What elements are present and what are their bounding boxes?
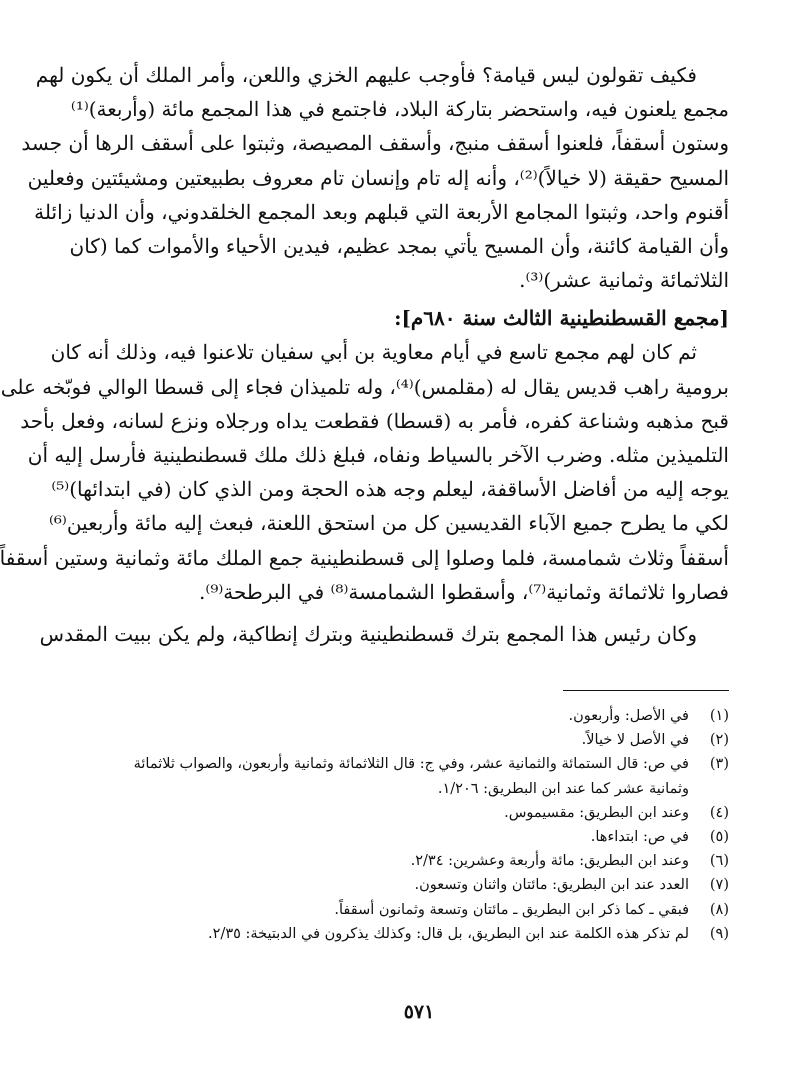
text-line: المسيح حقيقة (لا خيالاً)⁽²⁾، وأنه إله تام وإنسان تام معروف بطبيعتين ومشيئتين وفعلين	[27, 165, 729, 190]
footnote-number: (٣)	[709, 756, 729, 773]
footnote-line: في ص: قال الستمائة والثمانية عشر، وفي ج: قال الثلاثمائة وثمانية وأربعون، والصواب ثلاثمائة	[133, 756, 689, 773]
footnotes	[111, 704, 729, 946]
text-line: وكان رئيس هذا المجمع بترك قسطنطينية وبترك إنطاكية، ولم يكن ببيت المقدس	[39, 622, 697, 647]
footnote-number: (٤)	[709, 804, 729, 821]
footnote	[111, 849, 729, 873]
footnote-text: لم تذكر هذه الكلمة عند ابن البطريق، بل قال: وكذلك يذكرون في الدبتيخة: ٢/٣٥.	[208, 925, 689, 942]
footnote-text: فبقي ـ كما ذكر ابن البطريق ـ مائتان وتسعة وثمانون أسقفاً.	[334, 901, 689, 918]
main-text	[0, 58, 729, 651]
text-line: برومية راهب قديس يقال له (مقلمس)⁽⁴⁾، وله تلميذان فجاء إلى قسطا الوالي فوبّخه على	[0, 374, 729, 399]
footnote	[111, 752, 729, 800]
footnote-divider	[563, 690, 729, 691]
footnote-number: (٧)	[709, 877, 729, 894]
text-line: وأن القيامة كائنة، وأن المسيح يأتي بمجد عظيم، فيدين الأحياء والأموات كما (كان	[69, 234, 729, 259]
text-line: فصاروا ثلاثمائة وثمانية⁽⁷⁾، وأسقطوا الشمامسة⁽⁸⁾ في البرطحة⁽⁹⁾.	[199, 579, 729, 604]
footnote-line: وثمانية عشر كما عند ابن البطريق: ١/٢٠٦.	[437, 780, 689, 797]
paragraph-1	[21, 58, 729, 297]
footnote-number: (١)	[709, 708, 729, 724]
text-line: مجمع يلعنون فيه، واستحضر بتاركة البلاد، فاجتمع في هذا المجمع مائة (وأربعة)⁽¹⁾	[70, 97, 729, 122]
section-heading: [مجمع القسطنطينية الثالث سنة ٦٨٠م]:	[394, 306, 729, 331]
footnote	[111, 728, 729, 752]
footnote-number: (٦)	[709, 853, 729, 870]
paragraph-2	[0, 335, 729, 609]
text-line: قبح مذهبه وشناعة كفره، فأمر به (قسطا) فقطعت يداه ورجلاه ونزع لسانه، وفعل بأحد	[20, 408, 729, 433]
footnote-text: وعند ابن البطريق: مقسيموس.	[504, 804, 689, 821]
text-line: يوجه إليه من أفاضل الأساقفة، ليعلم وجه هذه الحجة ومن الذي كان (في ابتدائها)⁽⁵⁾	[51, 477, 729, 502]
footnote-number: (٨)	[709, 901, 729, 918]
footnote	[111, 704, 729, 728]
footnote	[111, 801, 729, 825]
text-line: أقنوم واحد، وثبتوا المجامع الأربعة التي قبلهم وبعد المجمع الخلقدوني، وأن الدنيا زائلة	[34, 199, 729, 224]
text-line: ثم كان لهم مجمع تاسع في أيام معاوية بن أبي سفيان تلاعنوا فيه، وذلك أنه كان	[50, 340, 697, 365]
footnote-text: العدد عند ابن البطريق: مائتان واثنان وتسعون.	[414, 877, 689, 894]
paragraph-3	[39, 617, 729, 651]
footnote-text: وعند ابن البطريق: مائة وأربعة وعشرين: ٢/٣٤.	[410, 853, 689, 870]
footnote	[111, 873, 729, 897]
footnote-text	[111, 752, 689, 800]
text-line: فكيف تقولون ليس قيامة؟ فأوجب عليهم الخزي واللعن، وأمر الملك أن يكون لهم	[35, 63, 697, 87]
footnote	[111, 922, 729, 946]
text-line: وستون أسقفاً، فلعنوا أسقف منبج، وأسقف المصيصة، وثبتوا على أسقف الرها أن جسد	[21, 131, 729, 156]
text-line: الثلاثمائة وثمانية عشر)⁽³⁾.	[519, 268, 729, 293]
footnote	[111, 825, 729, 849]
footnote-number: (٩)	[709, 925, 729, 942]
text-line: أسقفاً وثلاث شمامسة، فلما وصلوا إلى قسطنطينية جمع الملك مائة وثمانية وستين أسقفاً	[0, 545, 729, 570]
page-number: ٥٧١	[403, 1001, 435, 1023]
text-line: التلميذين مثله. وضرب الآخر بالسياط ونفاه، فبلغ ذلك ملك قسطنطينية فأرسل إليه أن	[27, 443, 729, 468]
text-line: لكي ما يطرح جميع الآباء القديسين كل من استحق اللعنة، فبعث إليه مائة وأربعين⁽⁶⁾	[48, 511, 729, 536]
footnote-number: (٥)	[709, 829, 729, 846]
footnote-text: في الأصل لا خيالاً.	[581, 732, 689, 749]
footnote	[111, 898, 729, 922]
footnote-text: في الأصل: وأربعون.	[568, 708, 689, 724]
footnote-number: (٢)	[709, 732, 729, 749]
footnote-text: في ص: ابتداءها.	[590, 829, 689, 846]
